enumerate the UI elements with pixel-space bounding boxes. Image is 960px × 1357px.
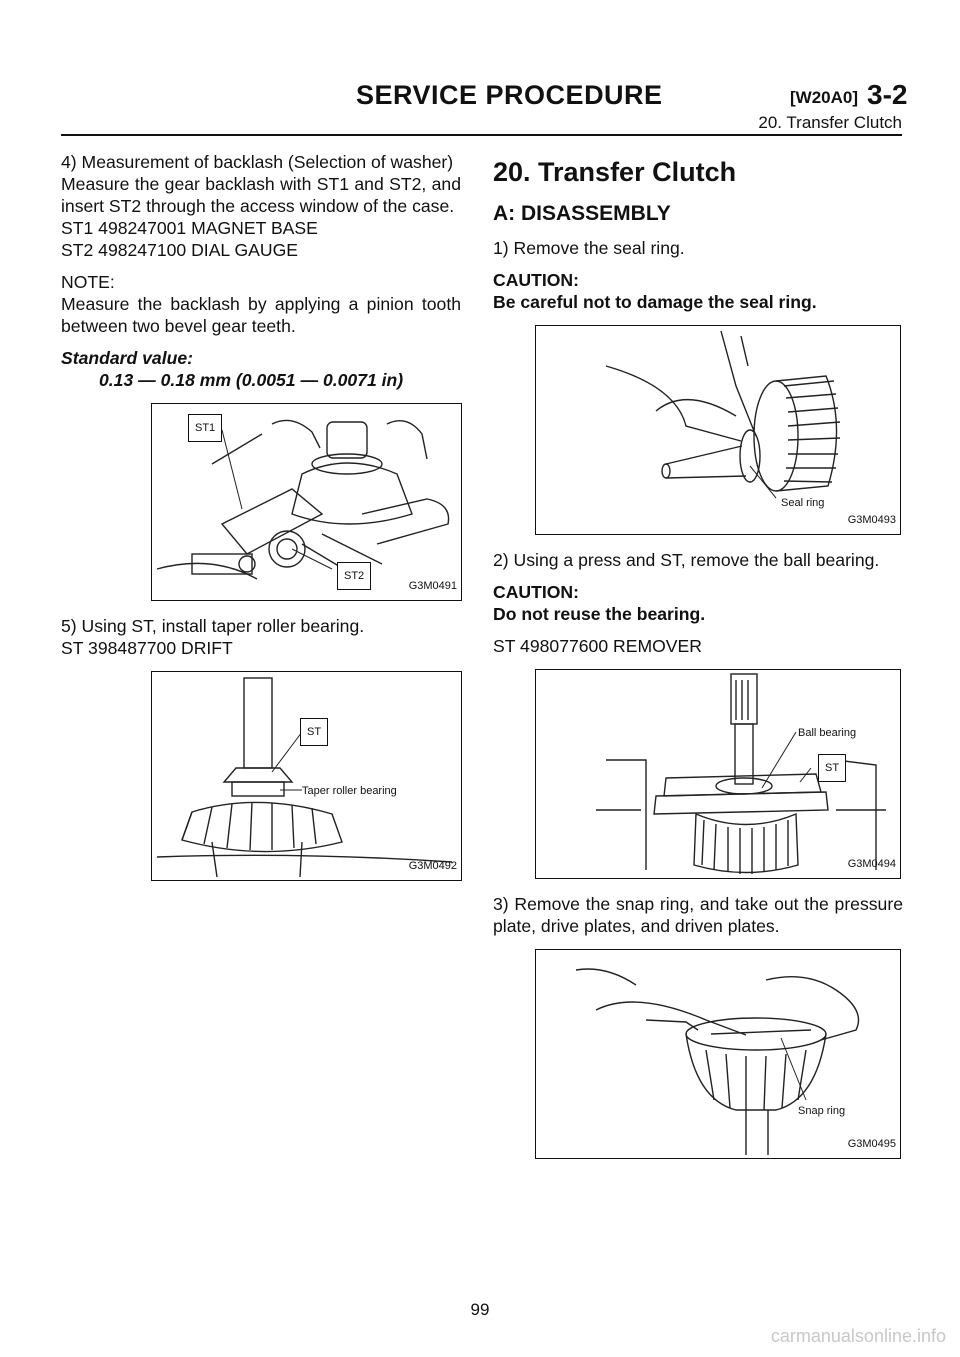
step-4-body: Measure the gear backlash with ST1 and ST2, and insert ST2 through the access window of the case.: [61, 174, 461, 216]
figure-seal-ring: [535, 325, 901, 535]
note-body: Measure the backlash by applying a pinion tooth between two bevel gear teeth.: [61, 294, 461, 336]
figure-ball-bearing: [535, 669, 901, 879]
step-3: 3) Remove the snap ring, and take out the pressure plate, drive plates, and driven plates.: [493, 894, 903, 936]
watermark: carmanualsonline.info: [770, 1326, 946, 1346]
figure-id: G3M0495: [847, 1138, 896, 1150]
label-st: ST: [818, 754, 846, 782]
page-header-title: SERVICE PROCEDURE: [356, 80, 663, 110]
figure-taper-roller-bearing: [151, 671, 462, 881]
note-block: [61, 271, 461, 337]
standard-value-block: [61, 347, 461, 391]
caution-1-label: CAUTION:: [493, 270, 580, 290]
label-st2: ST2: [337, 562, 371, 590]
step-2: 2) Using a press and ST, remove the ball bearing.: [493, 550, 880, 570]
section-number: 3-2: [867, 79, 908, 110]
figure-id: G3M0492: [408, 860, 457, 872]
step-1: 1) Remove the seal ring.: [493, 238, 685, 258]
section-title: A: DISASSEMBLY: [493, 202, 671, 225]
tool-st2: ST2 498247100 DIAL GAUGE: [61, 240, 298, 260]
step-4: [61, 151, 461, 261]
figure-backlash-measurement: [151, 403, 462, 601]
drift-illustration: [152, 672, 461, 880]
figure-snap-ring: [535, 949, 901, 1159]
tool-st1: ST1 498247001 MAGNET BASE: [61, 218, 318, 238]
label-st: ST: [300, 718, 328, 746]
step-5-title: 5) Using ST, install taper roller bearing.: [61, 616, 365, 636]
step-4-title: 4) Measurement of backlash (Selection of washer): [61, 152, 454, 172]
header-rule: [61, 134, 902, 136]
figure-id: G3M0491: [408, 580, 457, 592]
section-code: [W20A0]: [790, 88, 859, 107]
caution-2-label: CAUTION:: [493, 582, 580, 602]
label-st1: ST1: [188, 414, 222, 442]
page-number: 99: [470, 1300, 490, 1319]
figure-id: G3M0494: [847, 858, 896, 870]
tool-st-drift: ST 398487700 DRIFT: [61, 638, 233, 658]
left-column: [61, 151, 461, 891]
snap-ring-illustration: [536, 950, 900, 1158]
right-column: [493, 151, 903, 1169]
chapter-title: 20. Transfer Clutch: [493, 157, 737, 187]
label-taper-roller-bearing: Taper roller bearing: [302, 780, 397, 802]
caution-1-body: Be careful not to damage the seal ring.: [493, 292, 817, 312]
standard-value: 0.13 — 0.18 mm (0.0051 — 0.0071 in): [99, 370, 404, 390]
caution-2-body: Do not reuse the bearing.: [493, 604, 706, 624]
tool-st-remover: ST 498077600 REMOVER: [493, 636, 702, 656]
label-snap-ring: Snap ring: [798, 1100, 845, 1122]
standard-value-label: Standard value:: [61, 348, 193, 368]
caution-1: [493, 269, 903, 313]
label-seal-ring: Seal ring: [781, 492, 824, 514]
step-5: [61, 615, 461, 659]
caution-2: [493, 581, 903, 625]
label-ball-bearing: Ball bearing: [798, 722, 856, 744]
figure-id: G3M0493: [847, 514, 896, 526]
note-label: NOTE:: [61, 272, 115, 292]
header-subtitle: 20. Transfer Clutch: [758, 113, 902, 132]
seal-ring-illustration: [536, 326, 900, 534]
